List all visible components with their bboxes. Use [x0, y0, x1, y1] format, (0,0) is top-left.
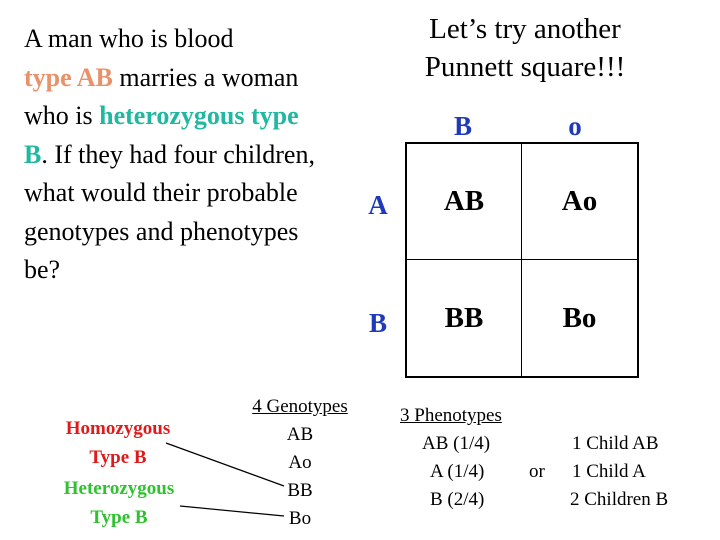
phenotype-children: 2 Children B [570, 489, 669, 510]
heterozygous-label-line-2: Type B [90, 507, 148, 528]
phenotype-children: 1 Child AB [572, 433, 659, 454]
homozygous-connector-line [166, 443, 284, 486]
heterozygous-type-b-highlight: heterozygous type B [24, 101, 299, 169]
genotypes-header: 4 Genotypes [252, 396, 348, 417]
gamete-side-2: B [368, 308, 387, 338]
phenotype-ratio: AB (1/4) [422, 433, 491, 454]
phenotype-separator: or [529, 461, 545, 482]
gamete-top-1: B [453, 111, 472, 141]
phenotypes-header: 3 Phenotypes [400, 405, 502, 426]
punnett-cell: Bo [562, 301, 597, 334]
phenotype-ratio: A (1/4) [430, 461, 485, 482]
punnett-cell: Ao [522, 144, 637, 260]
homozygous-label-line-1: Homozygous [65, 418, 171, 439]
heading-line-2: Punnett square!!! [424, 51, 626, 83]
genotype-item: BB [287, 480, 313, 501]
gamete-side-1: A [368, 190, 388, 220]
homozygous-label-line-2: Type B [89, 447, 147, 468]
genotype-item: AB [286, 424, 314, 445]
question-part-3: . If they had four children, what would their probable genotypes and phenotypes be? [24, 139, 315, 284]
question-part-1: A man who is blood [24, 24, 234, 53]
question-part-2: marries a woman who is [24, 62, 299, 130]
phenotype-children: 1 Child A [572, 461, 646, 482]
heterozygous-label-line-1: Heterozygous [63, 478, 175, 499]
genotype-item: Bo [288, 508, 312, 529]
genotype-item: Ao [288, 452, 312, 473]
heading-line-1: Let’s try another [429, 13, 621, 45]
punnett-cell: AB [407, 144, 522, 260]
phenotype-ratio: B (2/4) [430, 489, 485, 510]
heterozygous-connector-line [180, 506, 284, 516]
gamete-top-2: o [568, 111, 582, 141]
punnett-cell: BB [407, 260, 522, 376]
blood-type-ab-highlight: type AB [24, 62, 113, 92]
